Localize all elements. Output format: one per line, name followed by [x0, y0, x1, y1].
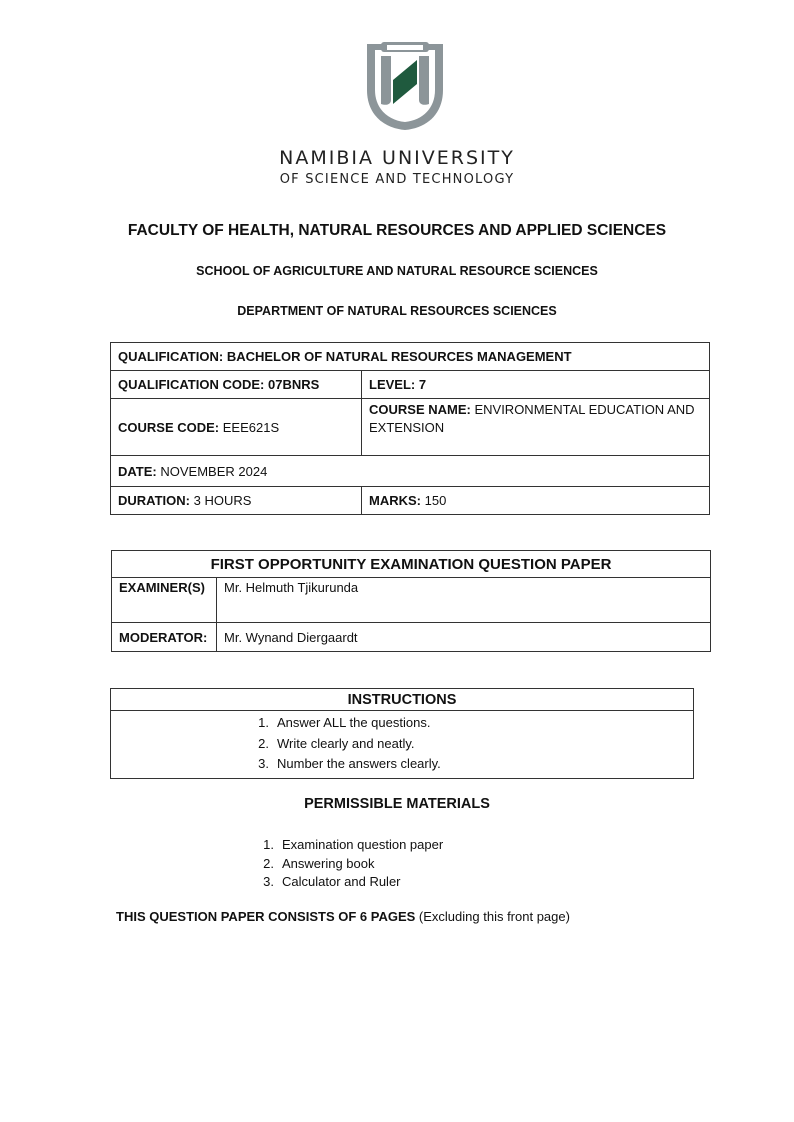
exam-paper-title: FIRST OPPORTUNITY EXAMINATION QUESTION PAPER — [112, 551, 711, 578]
list-item-number: 2. — [258, 735, 269, 751]
table-row — [111, 689, 694, 711]
list-item — [250, 836, 443, 855]
duration-value: 3 HOURS — [193, 493, 252, 508]
list-item-text: Examination question paper — [282, 837, 444, 852]
list-item-number: 1. — [263, 837, 274, 852]
list-item — [245, 713, 693, 734]
qualification-code-cell — [111, 371, 362, 399]
table-row — [112, 551, 711, 578]
marks-cell — [362, 487, 710, 515]
department-heading: DEPARTMENT OF NATURAL RESOURCES SCIENCES — [237, 304, 557, 318]
page-count-exclusion: (Excluding this front page) — [418, 909, 570, 924]
course-name-label: COURSE NAME: — [369, 402, 471, 417]
marks-value: 150 — [424, 493, 447, 508]
level-value: 7 — [418, 377, 427, 392]
qualification-code-label: QUALIFICATION CODE: — [118, 377, 265, 392]
list-item — [245, 734, 693, 755]
logo-pillar-right — [419, 56, 429, 105]
course-code-cell — [111, 399, 362, 456]
list-item-text: Calculator and Ruler — [282, 874, 401, 889]
page-count-note — [116, 909, 570, 924]
school-heading: SCHOOL OF AGRICULTURE AND NATURAL RESOURCE SCIENCES — [196, 264, 598, 278]
list-item-number: 3. — [263, 874, 274, 889]
level-cell — [362, 371, 710, 399]
date-cell — [111, 456, 710, 487]
table-row — [112, 623, 711, 652]
page-count-text: THIS QUESTION PAPER CONSISTS OF 6 PAGES — [116, 909, 416, 924]
duration-cell — [111, 487, 362, 515]
university-logo — [363, 40, 447, 132]
university-subtitle: OF SCIENCE AND TECHNOLOGY — [279, 172, 515, 187]
list-item-number: 2. — [263, 855, 274, 871]
list-item — [245, 754, 693, 775]
table-row — [112, 578, 711, 623]
course-name-value: ENVIRONMENTAL EDUCATION AND EXTENSION — [369, 402, 695, 435]
marks-label: MARKS: — [369, 493, 421, 508]
examiner-value: Mr. Helmuth Tjikurunda — [217, 578, 711, 623]
examiner-table — [111, 550, 711, 652]
list-item — [250, 855, 443, 874]
list-item — [250, 873, 443, 892]
table-row — [111, 399, 710, 456]
instructions-table — [110, 688, 694, 779]
table-row — [111, 343, 710, 371]
permissible-materials-title: PERMISSIBLE MATERIALS — [304, 796, 490, 812]
table-row — [111, 487, 710, 515]
course-code-value: EEE621S — [222, 419, 280, 435]
list-item-text: Answer ALL the questions. — [277, 715, 431, 730]
qualification-label: QUALIFICATION: — [118, 349, 224, 364]
list-item-number: 3. — [258, 756, 269, 771]
permissible-materials-list — [250, 836, 443, 892]
course-code-label: COURSE CODE: — [118, 419, 220, 435]
course-name-cell — [362, 399, 710, 456]
qualification-code-value: 07BNRS — [267, 377, 320, 392]
qualification-value: BACHELOR OF NATURAL RESOURCES MANAGEMENT — [226, 349, 572, 364]
list-item-number: 1. — [258, 715, 269, 730]
university-name: NAMIBIA UNIVERSITY — [279, 147, 515, 169]
logo-pillar-left — [381, 56, 391, 105]
instructions-cell — [111, 711, 694, 779]
table-row — [111, 711, 694, 779]
duration-label: DURATION: — [118, 493, 190, 508]
qualification-cell — [111, 343, 710, 371]
list-item-text: Write clearly and neatly. — [277, 735, 415, 751]
table-row — [111, 371, 710, 399]
date-label: DATE: — [118, 463, 157, 479]
table-row — [111, 456, 710, 487]
faculty-heading: FACULTY OF HEALTH, NATURAL RESOURCES AND APPLIED SCIENCES — [127, 222, 667, 239]
list-item-text: Answering book — [282, 855, 375, 871]
examiner-label: EXAMINER(S) — [112, 578, 217, 623]
course-info-table — [110, 342, 710, 515]
list-item-text: Number the answers clearly. — [277, 756, 441, 771]
level-label: LEVEL: — [369, 377, 416, 392]
moderator-label: MODERATOR: — [112, 623, 217, 652]
date-value: NOVEMBER 2024 — [160, 463, 268, 479]
instructions-list — [245, 713, 693, 775]
instructions-title: INSTRUCTIONS — [111, 689, 694, 711]
moderator-value: Mr. Wynand Diergaardt — [217, 623, 711, 652]
